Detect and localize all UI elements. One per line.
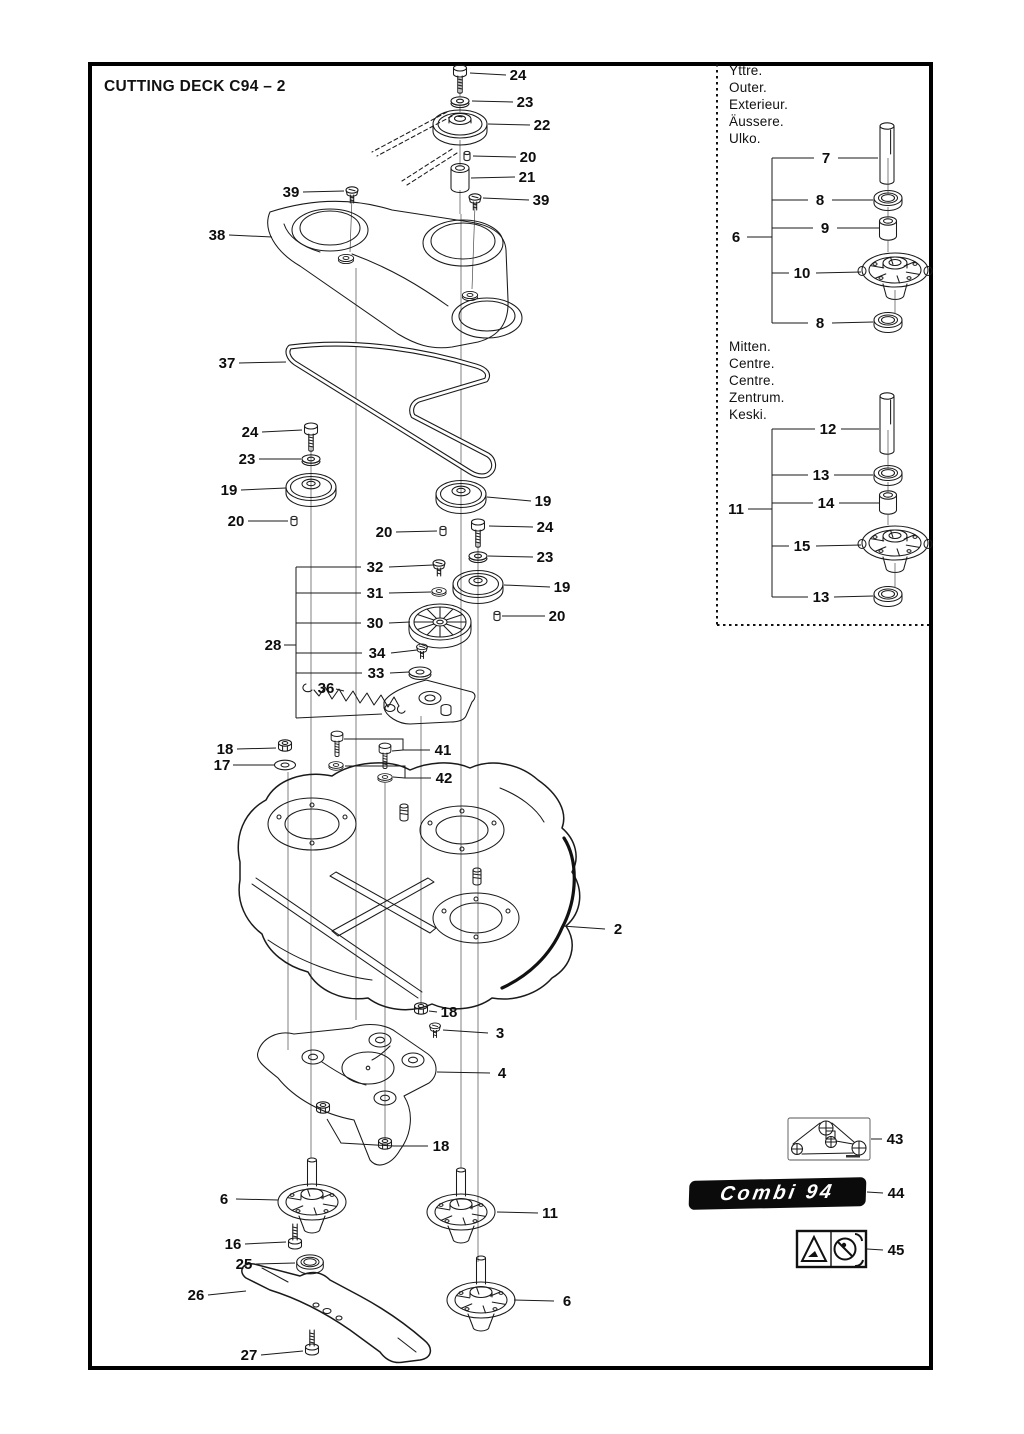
- callout-27: 27: [240, 1347, 258, 1364]
- blade-bearing-25: [297, 1255, 324, 1274]
- leader-line-41: [344, 739, 403, 750]
- legend-outer-line: Äussere.: [729, 114, 784, 129]
- leader-line-33: [390, 672, 409, 673]
- callout-20: 20: [227, 513, 245, 530]
- callout-43: 43: [886, 1131, 904, 1148]
- callout-13: 13: [812, 467, 830, 484]
- leader-line-4: [437, 1072, 490, 1073]
- leader-line-32: [389, 565, 433, 567]
- leader-line-20: [473, 156, 516, 157]
- washer-17: [275, 760, 296, 770]
- leader-line-45: [867, 1249, 883, 1250]
- leader-line-42: [393, 777, 405, 778]
- callout-18: 18: [432, 1138, 450, 1155]
- drive-belt-37: [288, 344, 494, 476]
- legend-outer-line: Ulko.: [729, 131, 761, 146]
- legend-centre-line: Centre.: [729, 373, 775, 388]
- leader-line-44: [867, 1192, 883, 1193]
- callout-20: 20: [375, 524, 393, 541]
- callout-26: 26: [187, 1287, 205, 1304]
- callout-6: 6: [731, 229, 741, 246]
- legend-outer-line: Outer.: [729, 80, 767, 95]
- callout-layer: [188, 67, 905, 1364]
- legend-centre-line: Centre.: [729, 356, 775, 371]
- callout-24: 24: [536, 519, 554, 536]
- callout-20: 20: [519, 149, 537, 166]
- leader-line-19: [487, 497, 531, 501]
- spacer-14: [880, 491, 897, 514]
- leader-line-27: [261, 1351, 303, 1355]
- legend-outer-line: Exterieur.: [729, 97, 789, 112]
- belt-guard-cover-38: [268, 187, 522, 348]
- leader-line-2: [562, 926, 605, 929]
- callout-18: 18: [440, 1004, 458, 1021]
- legend-outer-line: Yttre.: [729, 63, 763, 78]
- cup-washer-33: [409, 667, 431, 680]
- callout-34: 34: [368, 645, 386, 662]
- callout-20: 20: [548, 608, 566, 625]
- callout-42: 42: [435, 770, 453, 787]
- leader-line-20: [396, 531, 437, 532]
- callout-8: 8: [815, 315, 825, 332]
- callout-6: 6: [219, 1191, 229, 1208]
- callout-3: 3: [495, 1025, 505, 1042]
- spindle-shaft-12: [880, 393, 894, 454]
- callout-25: 25: [235, 1256, 253, 1273]
- callout-23: 23: [516, 94, 534, 111]
- callout-2: 2: [613, 921, 623, 938]
- callout-41: 41: [434, 742, 452, 759]
- deck-x-brace: [330, 872, 436, 936]
- callout-32: 32: [366, 559, 384, 576]
- spindle-shaft-7: [880, 123, 894, 184]
- leader-line-13: [834, 596, 873, 597]
- spacer-9: [880, 217, 897, 240]
- callout-23: 23: [238, 451, 256, 468]
- callout-19: 19: [553, 579, 571, 596]
- centre-spindle-detail: [858, 393, 932, 607]
- callout-33: 33: [367, 665, 385, 682]
- leader-line-24: [262, 430, 302, 432]
- callout-14: 14: [817, 495, 835, 512]
- leader-line-21: [471, 177, 515, 178]
- callout-28: 28: [264, 637, 282, 654]
- idler-assembly-28: [303, 560, 475, 724]
- blade-group: [242, 1224, 431, 1363]
- leader-line-8: [832, 322, 873, 323]
- leader-line-39: [483, 198, 529, 200]
- spacer-21: [451, 164, 469, 193]
- belt-routing-decal-43: [788, 1118, 870, 1160]
- leader-line-38: [229, 235, 272, 237]
- leader-line-23: [488, 556, 533, 557]
- callout-18: 18: [216, 741, 234, 758]
- leader-line-28: [296, 714, 382, 718]
- callout-15: 15: [793, 538, 811, 555]
- callout-17: 17: [213, 757, 231, 774]
- leader-line-25: [256, 1263, 295, 1264]
- callout-30: 30: [366, 615, 384, 632]
- callout-24: 24: [241, 424, 259, 441]
- leader-line-42: [345, 766, 405, 778]
- legend-centre-line: Mitten.: [729, 339, 771, 354]
- combi-94-decal-text: Combi 94: [718, 1180, 837, 1206]
- phantom-shaft-lines: [372, 112, 457, 185]
- leader-line-26: [208, 1291, 246, 1295]
- mower-blade-26: [242, 1264, 431, 1363]
- callout-16: 16: [224, 1236, 242, 1253]
- leader-line-6: [236, 1199, 278, 1200]
- leader-line-3: [443, 1030, 488, 1033]
- blade-spindle-11-middle: [427, 1168, 495, 1243]
- detail-panel-border: [717, 64, 929, 625]
- leader-line-10: [816, 272, 861, 273]
- legend-centre-line: Zentrum.: [729, 390, 785, 405]
- no-riders-icon: [835, 1234, 864, 1266]
- callout-4: 4: [497, 1065, 507, 1082]
- callout-11: 11: [542, 1205, 558, 1222]
- leader-line-24: [489, 526, 533, 527]
- callout-21: 21: [518, 169, 536, 186]
- blade-support-plate-4: [258, 1025, 437, 1165]
- callout-8: 8: [815, 192, 825, 209]
- callout-9: 9: [820, 220, 830, 237]
- leader-line-19: [504, 585, 550, 587]
- callout-44: 44: [887, 1185, 905, 1202]
- leader-line-39: [303, 191, 344, 192]
- slope-warning-icon: [802, 1237, 826, 1261]
- leader-line-37: [239, 362, 286, 363]
- callout-39: 39: [282, 184, 300, 201]
- callout-45: 45: [887, 1242, 905, 1259]
- bearing-13-bottom: [874, 587, 902, 607]
- deck-housing-2: [238, 763, 579, 1010]
- leader-line-30: [389, 622, 410, 623]
- leader-line-19: [241, 488, 286, 490]
- callout-6: 6: [562, 1293, 572, 1310]
- bearing-8-bottom: [874, 313, 902, 333]
- callout-19: 19: [220, 482, 238, 499]
- top-mandrel-column: [372, 65, 487, 193]
- blade-spindle-6-right: [447, 1256, 515, 1331]
- leader-line-41: [392, 750, 403, 751]
- leader-line-16: [245, 1242, 286, 1244]
- leader-line-15: [816, 545, 861, 546]
- warning-decal-45: [797, 1231, 866, 1267]
- callout-12: 12: [819, 421, 837, 438]
- under-deck-hardware: [258, 1003, 441, 1165]
- idler-pulley-30: [409, 604, 471, 648]
- callout-38: 38: [208, 227, 226, 244]
- callout-22: 22: [533, 117, 551, 134]
- page-title: CUTTING DECK C94 – 2: [104, 78, 286, 95]
- legend-centre-line: Keski.: [729, 407, 767, 422]
- leader-line-18: [429, 1011, 437, 1012]
- callout-23: 23: [536, 549, 554, 566]
- callout-7: 7: [821, 150, 831, 167]
- leader-line-6: [514, 1300, 554, 1301]
- callout-31: 31: [366, 585, 384, 602]
- leader-line-22: [488, 124, 530, 125]
- callout-19: 19: [534, 493, 552, 510]
- leader-line-34: [391, 650, 417, 653]
- leader-line-31: [389, 592, 431, 593]
- callout-39: 39: [532, 192, 550, 209]
- callout-10: 10: [793, 265, 811, 282]
- blade-spindle-6-left: [278, 1158, 346, 1233]
- deck-bolt-holes: [277, 803, 510, 939]
- callout-24: 24: [509, 67, 527, 84]
- leader-line-18: [237, 748, 276, 749]
- leader-line-11: [497, 1212, 538, 1213]
- callout-13: 13: [812, 589, 830, 606]
- callout-36: 36: [317, 680, 335, 697]
- leader-line-24: [470, 73, 506, 75]
- leader-line-23: [472, 101, 513, 102]
- callout-37: 37: [218, 355, 236, 372]
- callout-11: 11: [728, 501, 744, 518]
